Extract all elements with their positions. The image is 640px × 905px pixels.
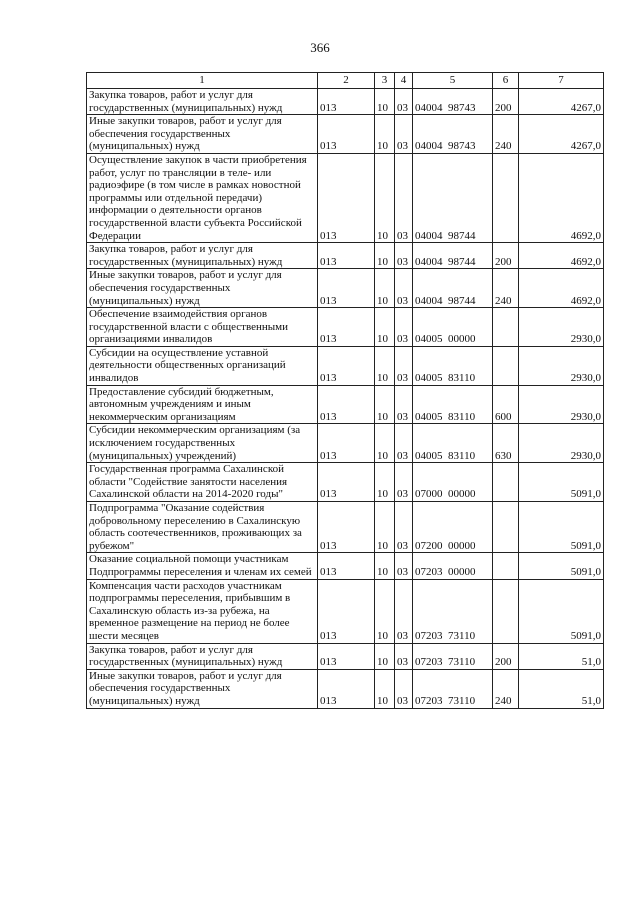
row-subsection-cell: 03 [395,669,413,708]
column-number-row [87,73,604,89]
row-admin-code-cell: 013 [318,553,375,579]
row-target-article-cell: 04004 98744 [413,153,493,242]
table-row [87,89,604,115]
row-expense-type-cell: 630 [493,424,519,463]
row-target-article-cell: 07203 00000 [413,553,493,579]
row-admin-code-cell: 013 [318,579,375,643]
column-header: 6 [493,73,519,89]
column-header: 5 [413,73,493,89]
row-section-cell: 10 [375,502,395,553]
row-admin-code-cell: 013 [318,346,375,385]
table-row [87,424,604,463]
row-amount-cell: 4692,0 [519,243,604,269]
row-target-article-cell: 04005 83110 [413,424,493,463]
table-row [87,643,604,669]
row-section-cell: 10 [375,269,395,308]
row-subsection-cell: 03 [395,153,413,242]
table-row [87,502,604,553]
row-target-article-cell: 04005 83110 [413,346,493,385]
row-admin-code-cell: 013 [318,424,375,463]
budget-table [86,72,604,709]
page-number: 366 [310,40,330,55]
row-target-article-cell: 04004 98743 [413,89,493,115]
row-amount-cell: 5091,0 [519,502,604,553]
row-expense-type-cell: 240 [493,115,519,154]
row-admin-code-cell: 013 [318,243,375,269]
row-admin-code-cell: 013 [318,269,375,308]
table-row [87,153,604,242]
row-section-cell: 10 [375,385,395,424]
row-name-cell: Предоставление субсидий бюджетным, автономным учреждениям и иным некоммерческим организациям [87,385,318,424]
row-name-cell: Компенсация части расходов участникам подпрограммы переселения, прибывшим в Сахалинскую область из-за рубежа, на временное размещение на период не более шести месяцев [87,579,318,643]
row-subsection-cell: 03 [395,89,413,115]
table-row [87,579,604,643]
table-row [87,243,604,269]
row-expense-type-cell: 600 [493,385,519,424]
row-target-article-cell: 04005 83110 [413,385,493,424]
row-name-cell: Закупка товаров, работ и услуг для государственных (муниципальных) нужд [87,243,318,269]
row-amount-cell: 5091,0 [519,553,604,579]
row-expense-type-cell [493,463,519,502]
row-name-cell: Иные закупки товаров, работ и услуг для обеспечения государственных (муниципальных) нужд [87,669,318,708]
table-row [87,669,604,708]
row-target-article-cell: 07203 73110 [413,579,493,643]
row-name-cell: Осуществление закупок в части приобретения работ, услуг по трансляции в теле- или радиоэфире (в том числе в рамках новостной программы или отдельной передачи) информации о деятельности органов государственной власти субъекта Российской Федерации [87,153,318,242]
row-name-cell: Государственная программа Сахалинской области "Содействие занятости населения Сахалинской области на 2014-2020 годы" [87,463,318,502]
row-admin-code-cell: 013 [318,89,375,115]
row-subsection-cell: 03 [395,269,413,308]
row-name-cell: Иные закупки товаров, работ и услуг для обеспечения государственных (муниципальных) нужд [87,115,318,154]
row-amount-cell: 51,0 [519,643,604,669]
row-amount-cell: 2930,0 [519,385,604,424]
row-subsection-cell: 03 [395,308,413,347]
row-section-cell: 10 [375,153,395,242]
row-section-cell: 10 [375,346,395,385]
table-row [87,553,604,579]
row-amount-cell: 4267,0 [519,89,604,115]
row-admin-code-cell: 013 [318,669,375,708]
row-section-cell: 10 [375,643,395,669]
row-amount-cell: 51,0 [519,669,604,708]
table-row [87,308,604,347]
row-expense-type-cell: 240 [493,669,519,708]
row-subsection-cell: 03 [395,346,413,385]
row-target-article-cell: 04005 00000 [413,308,493,347]
row-subsection-cell: 03 [395,553,413,579]
row-target-article-cell: 04004 98743 [413,115,493,154]
row-section-cell: 10 [375,243,395,269]
column-header: 7 [519,73,604,89]
column-header: 2 [318,73,375,89]
row-amount-cell: 2930,0 [519,424,604,463]
row-amount-cell: 4692,0 [519,153,604,242]
row-subsection-cell: 03 [395,579,413,643]
row-subsection-cell: 03 [395,424,413,463]
row-target-article-cell: 04004 98744 [413,269,493,308]
row-amount-cell: 4692,0 [519,269,604,308]
row-expense-type-cell [493,153,519,242]
row-target-article-cell: 04004 98744 [413,243,493,269]
row-expense-type-cell [493,502,519,553]
row-subsection-cell: 03 [395,643,413,669]
table-row [87,463,604,502]
row-target-article-cell: 07203 73110 [413,643,493,669]
row-section-cell: 10 [375,579,395,643]
row-expense-type-cell [493,579,519,643]
row-amount-cell: 2930,0 [519,346,604,385]
row-admin-code-cell: 013 [318,308,375,347]
row-expense-type-cell [493,553,519,579]
row-target-article-cell: 07200 00000 [413,502,493,553]
row-target-article-cell: 07000 00000 [413,463,493,502]
row-name-cell: Субсидии на осуществление уставной деятельности общественных организаций инвалидов [87,346,318,385]
row-name-cell: Иные закупки товаров, работ и услуг для обеспечения государственных (муниципальных) нужд [87,269,318,308]
column-header: 4 [395,73,413,89]
row-expense-type-cell: 200 [493,643,519,669]
column-header: 1 [87,73,318,89]
row-name-cell: Закупка товаров, работ и услуг для государственных (муниципальных) нужд [87,643,318,669]
row-section-cell: 10 [375,89,395,115]
row-expense-type-cell [493,308,519,347]
row-subsection-cell: 03 [395,385,413,424]
table-row [87,346,604,385]
row-section-cell: 10 [375,424,395,463]
row-admin-code-cell: 013 [318,463,375,502]
row-section-cell: 10 [375,115,395,154]
row-admin-code-cell: 013 [318,385,375,424]
row-admin-code-cell: 013 [318,643,375,669]
row-amount-cell: 2930,0 [519,308,604,347]
row-subsection-cell: 03 [395,463,413,502]
row-target-article-cell: 07203 73110 [413,669,493,708]
row-amount-cell: 5091,0 [519,579,604,643]
table-row [87,115,604,154]
row-section-cell: 10 [375,669,395,708]
row-name-cell: Субсидии некоммерческим организациям (за исключением государственных (муниципальных) учреждений) [87,424,318,463]
row-section-cell: 10 [375,463,395,502]
row-name-cell: Подпрограмма "Оказание содействия добровольному переселению в Сахалинскую область соотечественников, проживающих за рубежом" [87,502,318,553]
table-row [87,269,604,308]
row-subsection-cell: 03 [395,502,413,553]
row-name-cell: Закупка товаров, работ и услуг для государственных (муниципальных) нужд [87,89,318,115]
row-expense-type-cell [493,346,519,385]
row-expense-type-cell: 240 [493,269,519,308]
row-section-cell: 10 [375,308,395,347]
row-name-cell: Оказание социальной помощи участникам Подпрограммы переселения и членам их семей [87,553,318,579]
row-subsection-cell: 03 [395,243,413,269]
row-expense-type-cell: 200 [493,243,519,269]
row-expense-type-cell: 200 [493,89,519,115]
column-header: 3 [375,73,395,89]
row-amount-cell: 4267,0 [519,115,604,154]
row-section-cell: 10 [375,553,395,579]
row-admin-code-cell: 013 [318,153,375,242]
row-subsection-cell: 03 [395,115,413,154]
row-name-cell: Обеспечение взаимодействия органов государственной власти с общественными организациями инвалидов [87,308,318,347]
row-admin-code-cell: 013 [318,115,375,154]
table-row [87,385,604,424]
row-amount-cell: 5091,0 [519,463,604,502]
row-admin-code-cell: 013 [318,502,375,553]
